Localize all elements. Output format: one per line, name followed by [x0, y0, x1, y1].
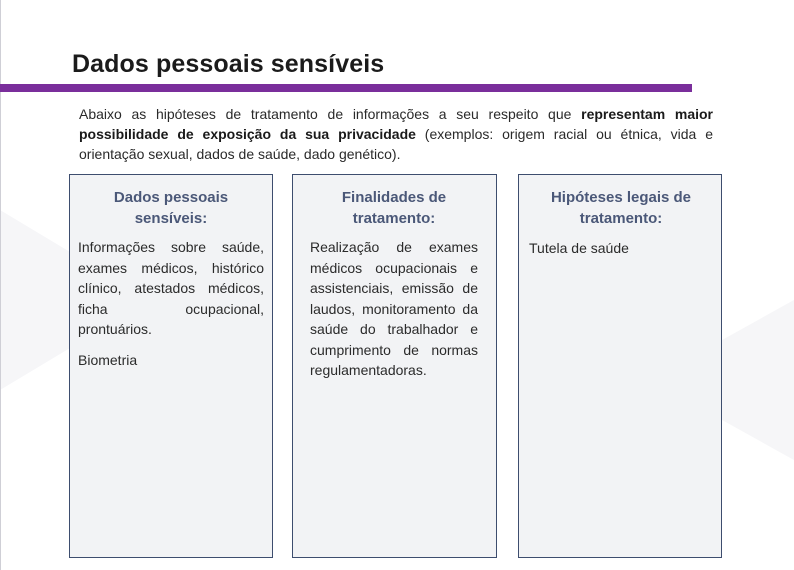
card-legal-basis-paragraph: Tutela de saúde: [529, 240, 629, 256]
card-purposes: [292, 174, 497, 558]
card-sensitive-data: [69, 174, 273, 558]
intro-text-2: (exemplos: origem racial ou étnica, vida e orientação sexual, dados de saúde, dado genético).: [79, 126, 714, 162]
card-sensitive-data-heading: Dados pessoais sensíveis:: [113, 189, 229, 227]
card-sensitive-data-paragraph: Biometria: [78, 351, 138, 368]
title-accent-bar: [0, 84, 692, 92]
card-purposes-paragraph: Realização de exames médicos ocupacionais e assistenciais, emissão de laudos, monitoramento da saúde do trabalhador e cumprimento de normas regulamentadoras.: [310, 239, 478, 378]
intro-bold-text: representam maior possibilidade de exposição da sua privacidade: [79, 106, 713, 142]
card-legal-basis-heading: Hipóteses legais de tratamento:: [550, 189, 692, 227]
page-title: Dados pessoais sensíveis: [72, 50, 385, 78]
intro-text-1: Abaixo as hipóteses de tratamento de informações a seu respeito que: [79, 106, 582, 122]
card-purposes-heading: Finalidades de tratamento:: [341, 189, 447, 227]
intro-paragraph: [79, 104, 713, 164]
card-legal-basis: [518, 174, 722, 558]
card-sensitive-data-paragraph: Informações sobre saúde, exames médicos, histórico clínico, atestados médicos, ficha ocupacional, prontuários.: [78, 239, 264, 337]
